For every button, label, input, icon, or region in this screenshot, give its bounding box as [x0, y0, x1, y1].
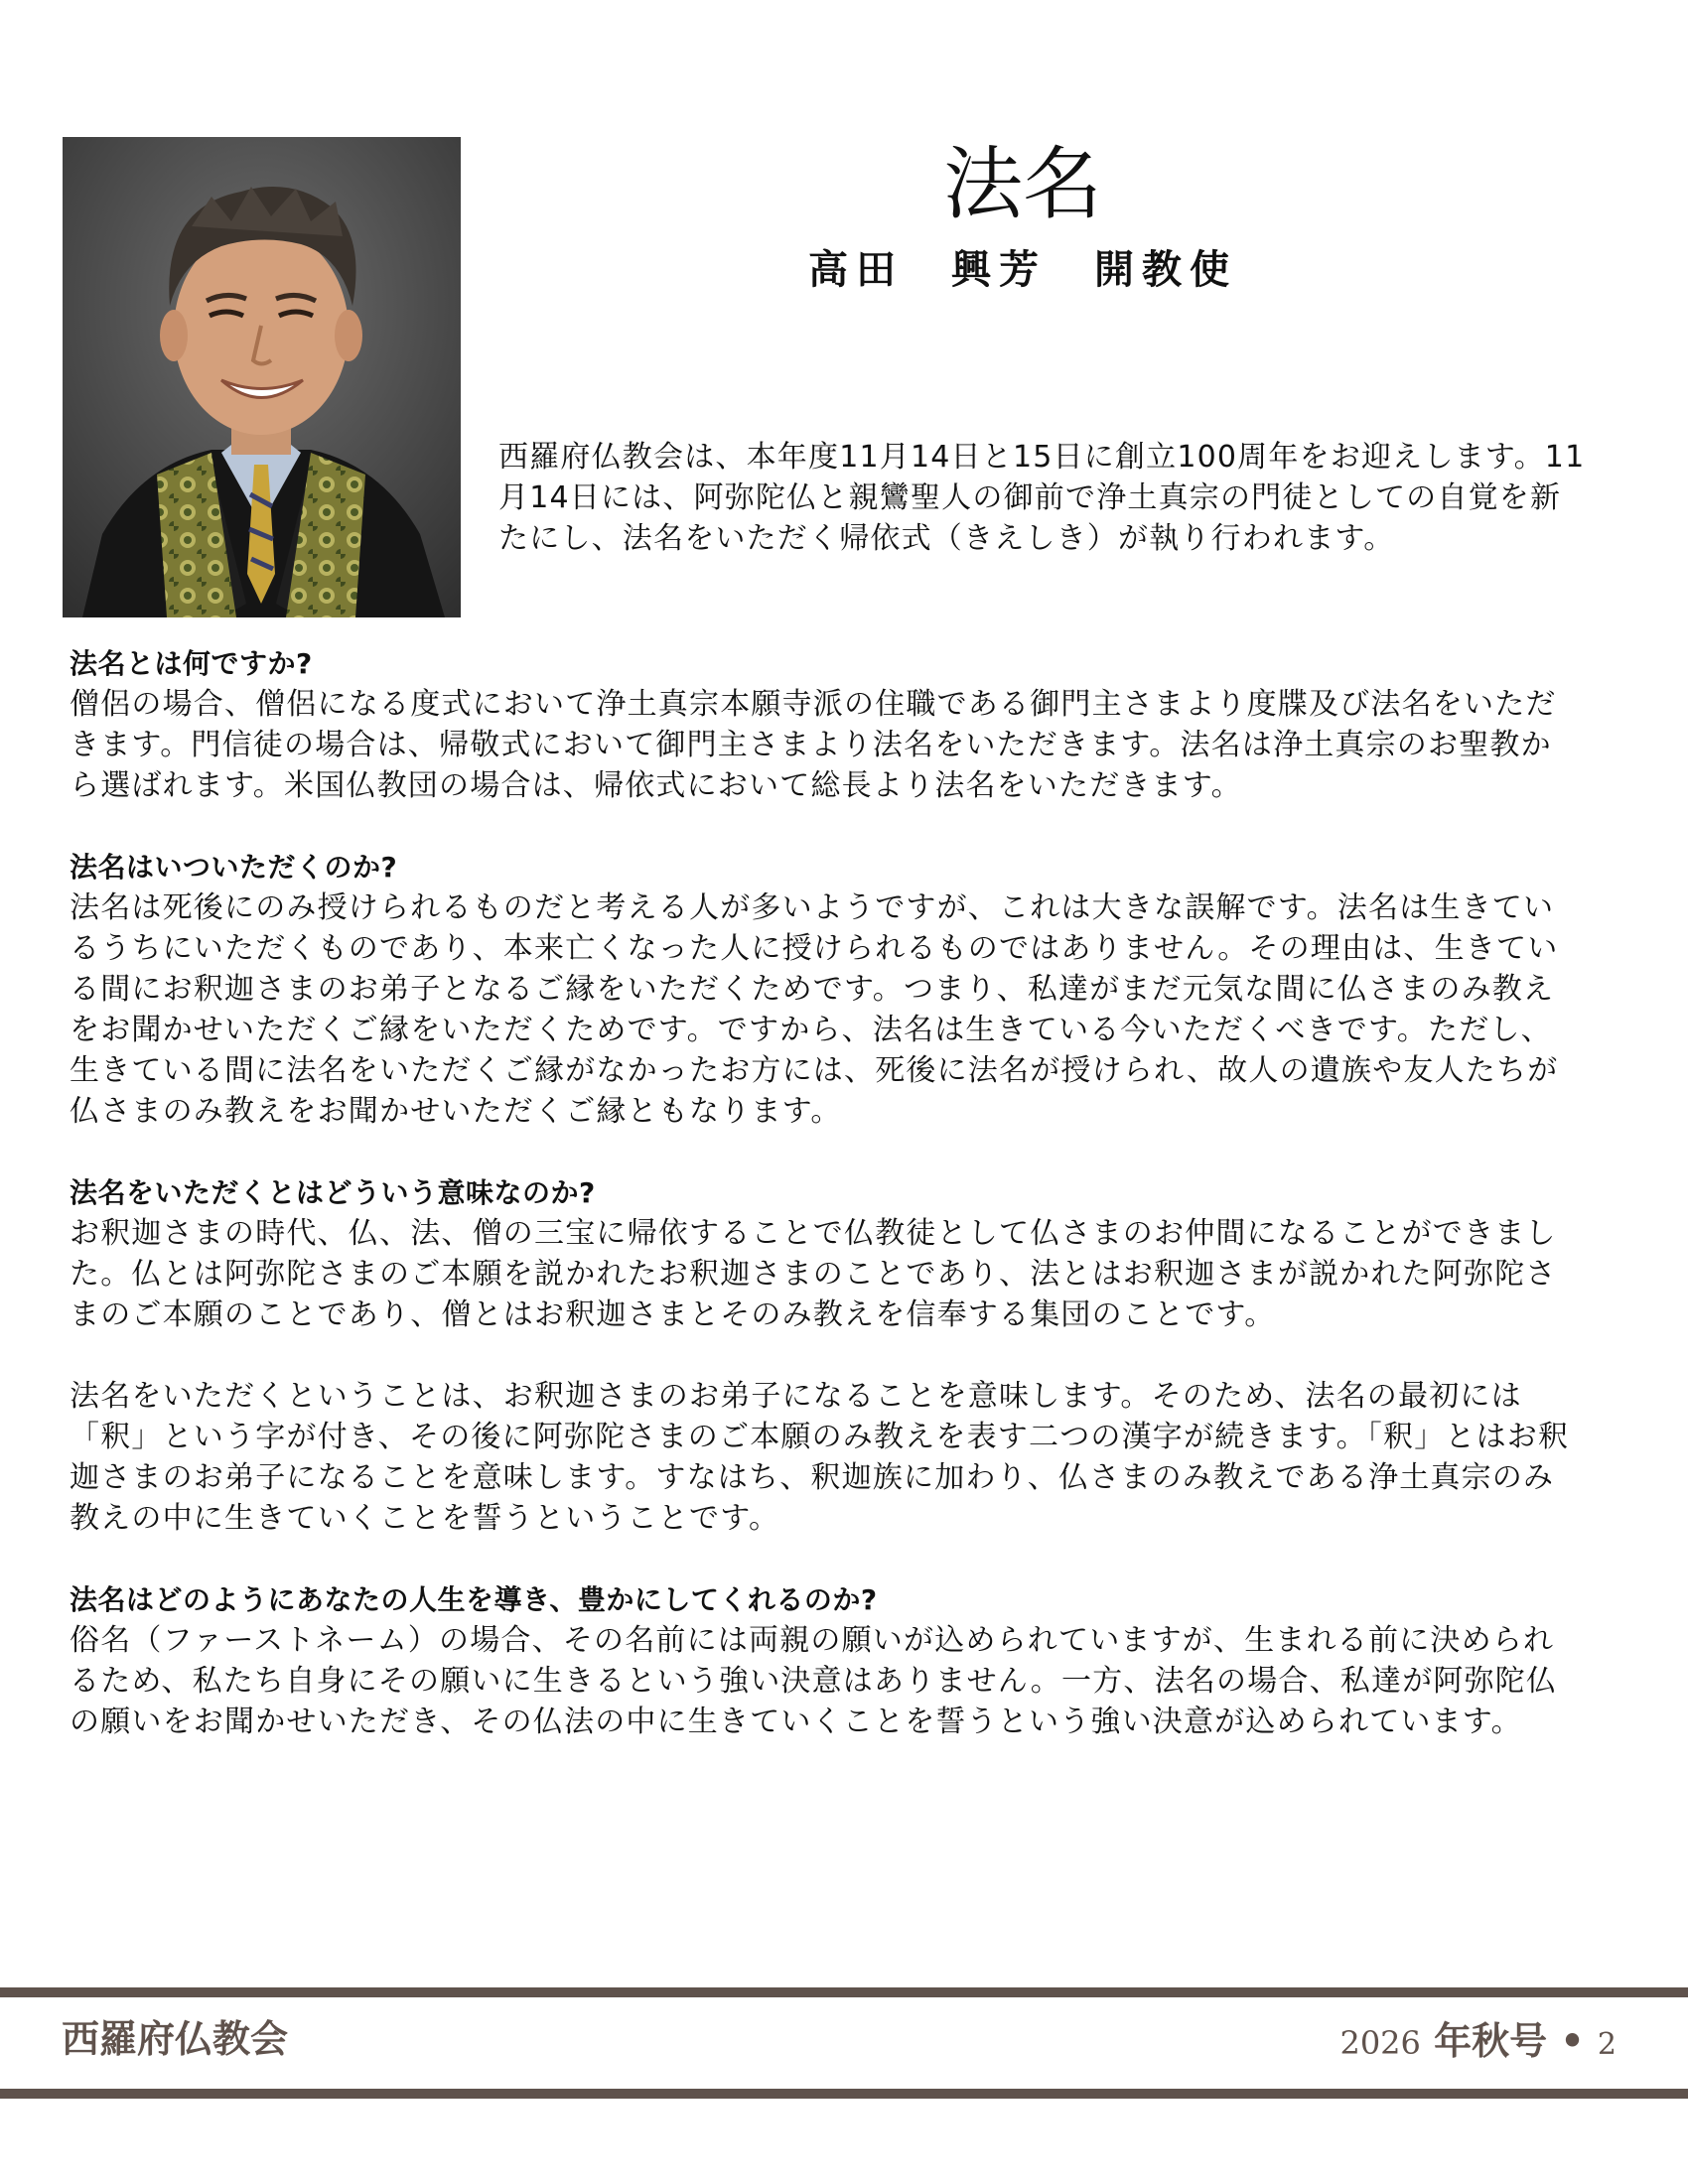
article-body — [70, 643, 1579, 1783]
footer-issue: 年秋号 — [1434, 2019, 1548, 2063]
section-heading: 法名とは何ですか? — [70, 647, 313, 680]
section-heading: 法名をいただくとはどういう意味なのか? — [70, 1176, 596, 1209]
section-text: 法名は死後にのみ授けられるものだと考える人が多いようですが、これは大きな誤解です。法名は生きているうちにいただくものであり、本来亡くなった人に授けられるものではありません。その理由は、生きている間にお釈迦さまのお弟子となるご縁をいただくためです。つまり、私達がまだ元気な間に仏さまのみ教えをお聞かせいただくご縁をいただくためです。ですから、法名は生きている今いただくべきです。ただし、生きている間に法名をいただくご縁がなかったお方には、死後に法名が授けられ、故人の遺族や友人たちが仏さまのみ教えをお聞かせいただくご縁ともなります。 — [70, 890, 1559, 1129]
section-what-is-homyo — [70, 643, 1579, 806]
footer-issue-info — [1339, 2015, 1617, 2071]
section-text: 俗名（ファーストネーム）の場合、その名前には両親の願いが込められていますが、生まれる前に決められるため、私たち自身にその願いに生きるという強い決意はありません。一方、法名の場合、私達が阿弥陀仏の願いをお聞かせいただき、その仏法の中に生きていくことを誓うという強い決意が込められています。 — [70, 1623, 1558, 1739]
section-guidance — [70, 1579, 1579, 1742]
footer-separator: • — [1560, 2019, 1585, 2063]
page-title: 法名 — [943, 138, 1102, 230]
author-portrait-photo — [63, 137, 461, 617]
section-text: 僧侶の場合、僧侶になる度式において浄土真宗本願寺派の住職である御門主さまより度牒及び法名をいただきます。門信徒の場合は、帰敬式において御門主さまより法名をいただきます。法名は浄土真宗のお聖教から選ばれます。米国仏教団の場合は、帰依式において総長より法名をいただきます。 — [70, 687, 1557, 803]
section-meaning — [70, 1172, 1579, 1335]
section-meaning-continued — [70, 1376, 1579, 1539]
author-byline: 高田 興芳 開教使 — [808, 247, 1237, 293]
section-text: 法名をいただくということは、お釈迦さまのお弟子になることを意味します。そのため、法名の最初には「釈」という字が付き、その後に阿弥陀さまのご本願のみ教えを表す二つの漢字が続きます。「釈」とはお釈迦さまのお弟子になることを意味します。すなはち、釈迦族に加わり、仏さまのみ教えである浄土真宗のみ教えの中に生きていくことを誓うということです。 — [70, 1379, 1570, 1536]
section-text: お釈迦さまの時代、仏、法、僧の三宝に帰依することで仏教徒として仏さまのお仲間になることができました。仏とは阿弥陀さまのご本願を説かれたお釈迦さまのことであり、法とはお釈迦さまが説かれた阿弥陀さまのご本願のことであり、僧とはお釈迦さまとそのみ教えを信奉する集団のことです。 — [70, 1216, 1557, 1332]
section-when-to-receive — [70, 847, 1579, 1132]
footer-organization: 西羅府仏教会 — [62, 2017, 289, 2061]
footer-bottom-divider — [0, 2089, 1688, 2099]
page-number: 2 — [1597, 2027, 1617, 2062]
intro-paragraph: 西羅府仏教会は、本年度11月14日と15日に創立100周年をお迎えします。11月14日には、阿弥陀仏と親鸞聖人の御前で浄土真宗の門徒としての自覚を新たにし、法名をいただく帰依式（きえしき）が執り行われます。 — [498, 440, 1586, 556]
section-heading: 法名はいついただくのか? — [70, 851, 398, 884]
footer-top-divider — [0, 1987, 1688, 1997]
section-heading: 法名はどのようにあなたの人生を導き、豊かにしてくれるのか? — [70, 1583, 878, 1616]
footer-year: 2026 — [1339, 2024, 1421, 2062]
